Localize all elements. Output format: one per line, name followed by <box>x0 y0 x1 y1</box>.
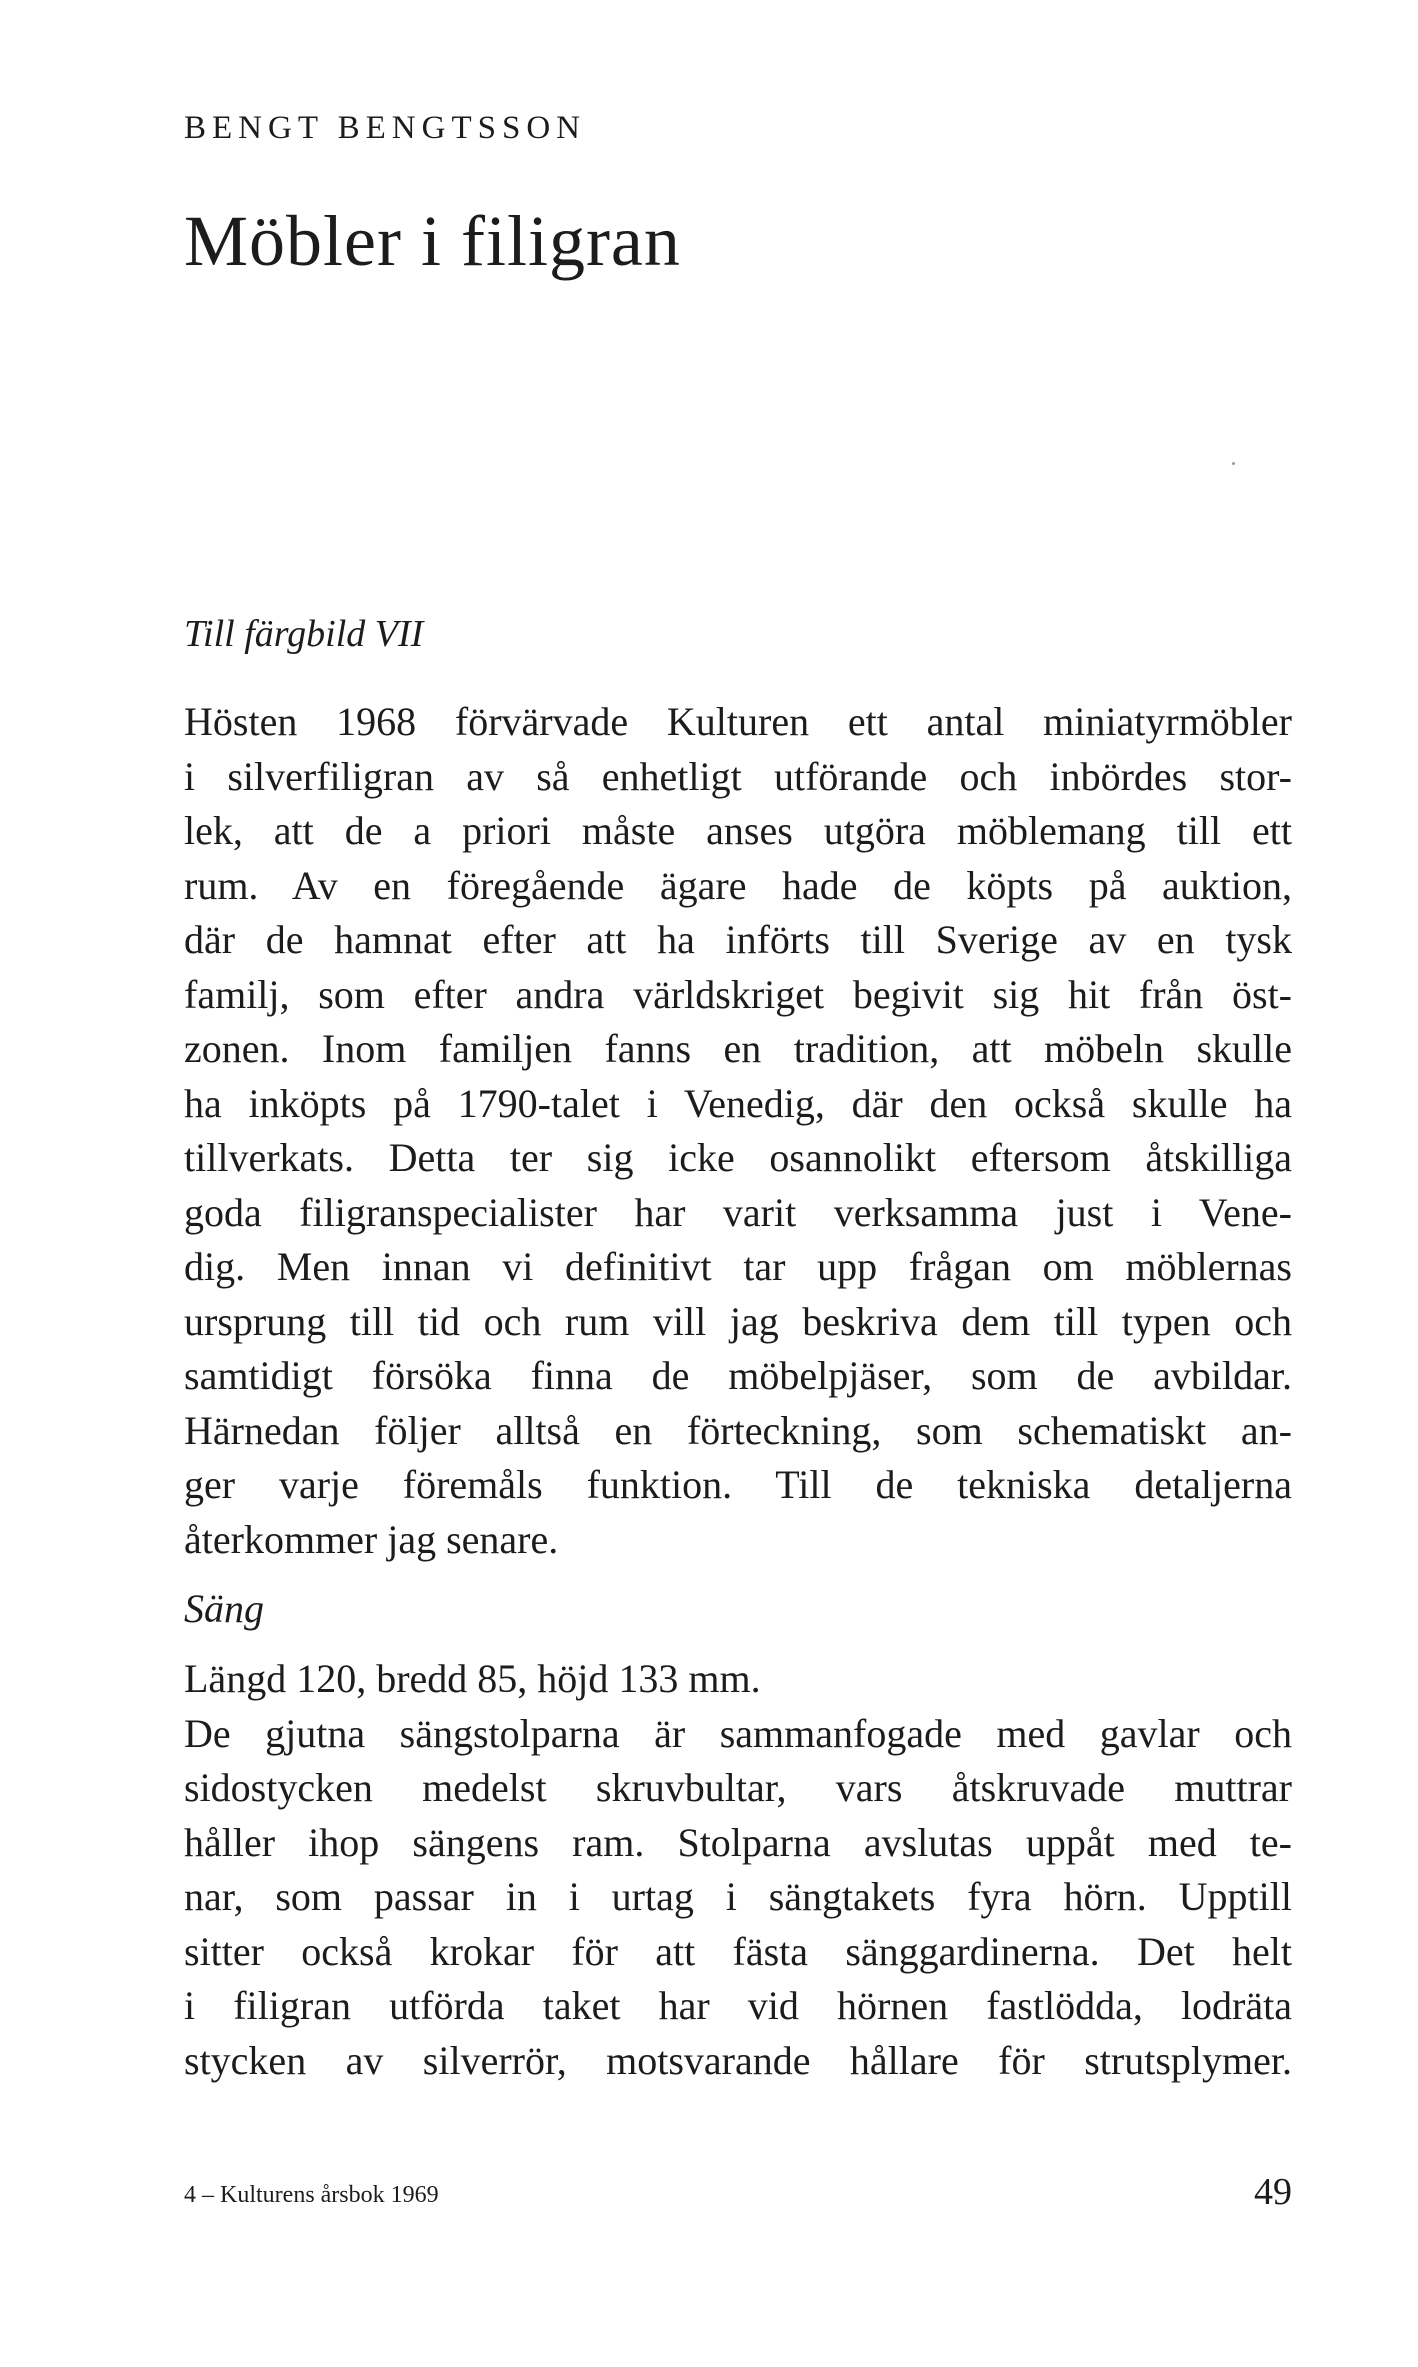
text-line: tillverkats. Detta ter sig icke osannolikt eftersom åtskilliga <box>184 1135 1292 1180</box>
text-line: dig. Men innan vi definitivt tar upp frågan om möblernas <box>184 1244 1292 1289</box>
text-line: De gjutna sängstolparna är sammanfogade med gavlar och <box>184 1710 1292 1756</box>
footer-source: 4 – Kulturens årsbok 1969 <box>184 2182 439 2208</box>
text-line: Hösten 1968 förvärvade Kulturen ett antal miniatyrmöbler <box>184 699 1292 744</box>
text-line: stycken av silverrör, motsvarande hållare för strutsplymer. <box>184 2037 1292 2083</box>
section-heading: Säng <box>184 1586 264 1631</box>
text-line: Härnedan följer alltså en förteckning, som schematiskt an- <box>184 1407 1292 1453</box>
text-line: ger varje föremåls funktion. Till de tekniska detaljerna <box>184 1462 1292 1507</box>
text-line: goda filigranspecialister har varit verksamma just i Vene- <box>184 1189 1292 1235</box>
intro-paragraph <box>184 695 1292 1567</box>
text-line: nar, som passar in i urtag i sängtakets fyra hörn. Upptill <box>184 1874 1292 1919</box>
text-line: sitter också krokar för att fästa sänggardinerna. Det helt <box>184 1928 1292 1974</box>
author-name: BENGT BENGTSSON <box>184 110 587 146</box>
text-line: sidostycken medelst skruvbultar, vars åtskruvade muttrar <box>184 1765 1292 1810</box>
text-line: där de hamnat efter att ha införts till Sverige av en tysk <box>184 917 1292 962</box>
article-title: Möbler i filigran <box>184 201 681 281</box>
print-speck <box>1232 462 1235 465</box>
text-line: håller ihop sängens ram. Stolparna avslutas uppåt med te- <box>184 1819 1292 1865</box>
dimensions-line: Längd 120, bredd 85, höjd 133 mm. <box>184 1656 761 1701</box>
text-line: i silverfiligran av så enhetligt utförande och inbördes stor- <box>184 753 1292 799</box>
section-paragraph <box>184 1652 1292 2088</box>
text-line: familj, som efter andra världskriget begivit sig hit från öst- <box>184 971 1292 1017</box>
text-line: zonen. Inom familjen fanns en tradition, att möbeln skulle <box>184 1026 1292 1071</box>
text-line: ursprung till tid och rum vill jag beskriva dem till typen och <box>184 1298 1292 1344</box>
text-line: i filigran utförda taket har vid hörnen fastlödda, lodräta <box>184 1983 1292 2028</box>
text-line: samtidigt försöka finna de möbelpjäser, som de avbildar. <box>184 1353 1292 1398</box>
text-line: rum. Av en föregående ägare hade de köpts på auktion, <box>184 862 1292 908</box>
text-line: återkommer jag senare. <box>184 1516 559 1562</box>
page-number: 49 <box>1254 2171 1292 2213</box>
figure-caption: Till färgbild VII <box>184 613 424 655</box>
text-line: ha inköpts på 1790-talet i Venedig, där den också skulle ha <box>184 1080 1292 1126</box>
text-line: lek, att de a priori måste anses utgöra möblemang till ett <box>184 808 1292 853</box>
